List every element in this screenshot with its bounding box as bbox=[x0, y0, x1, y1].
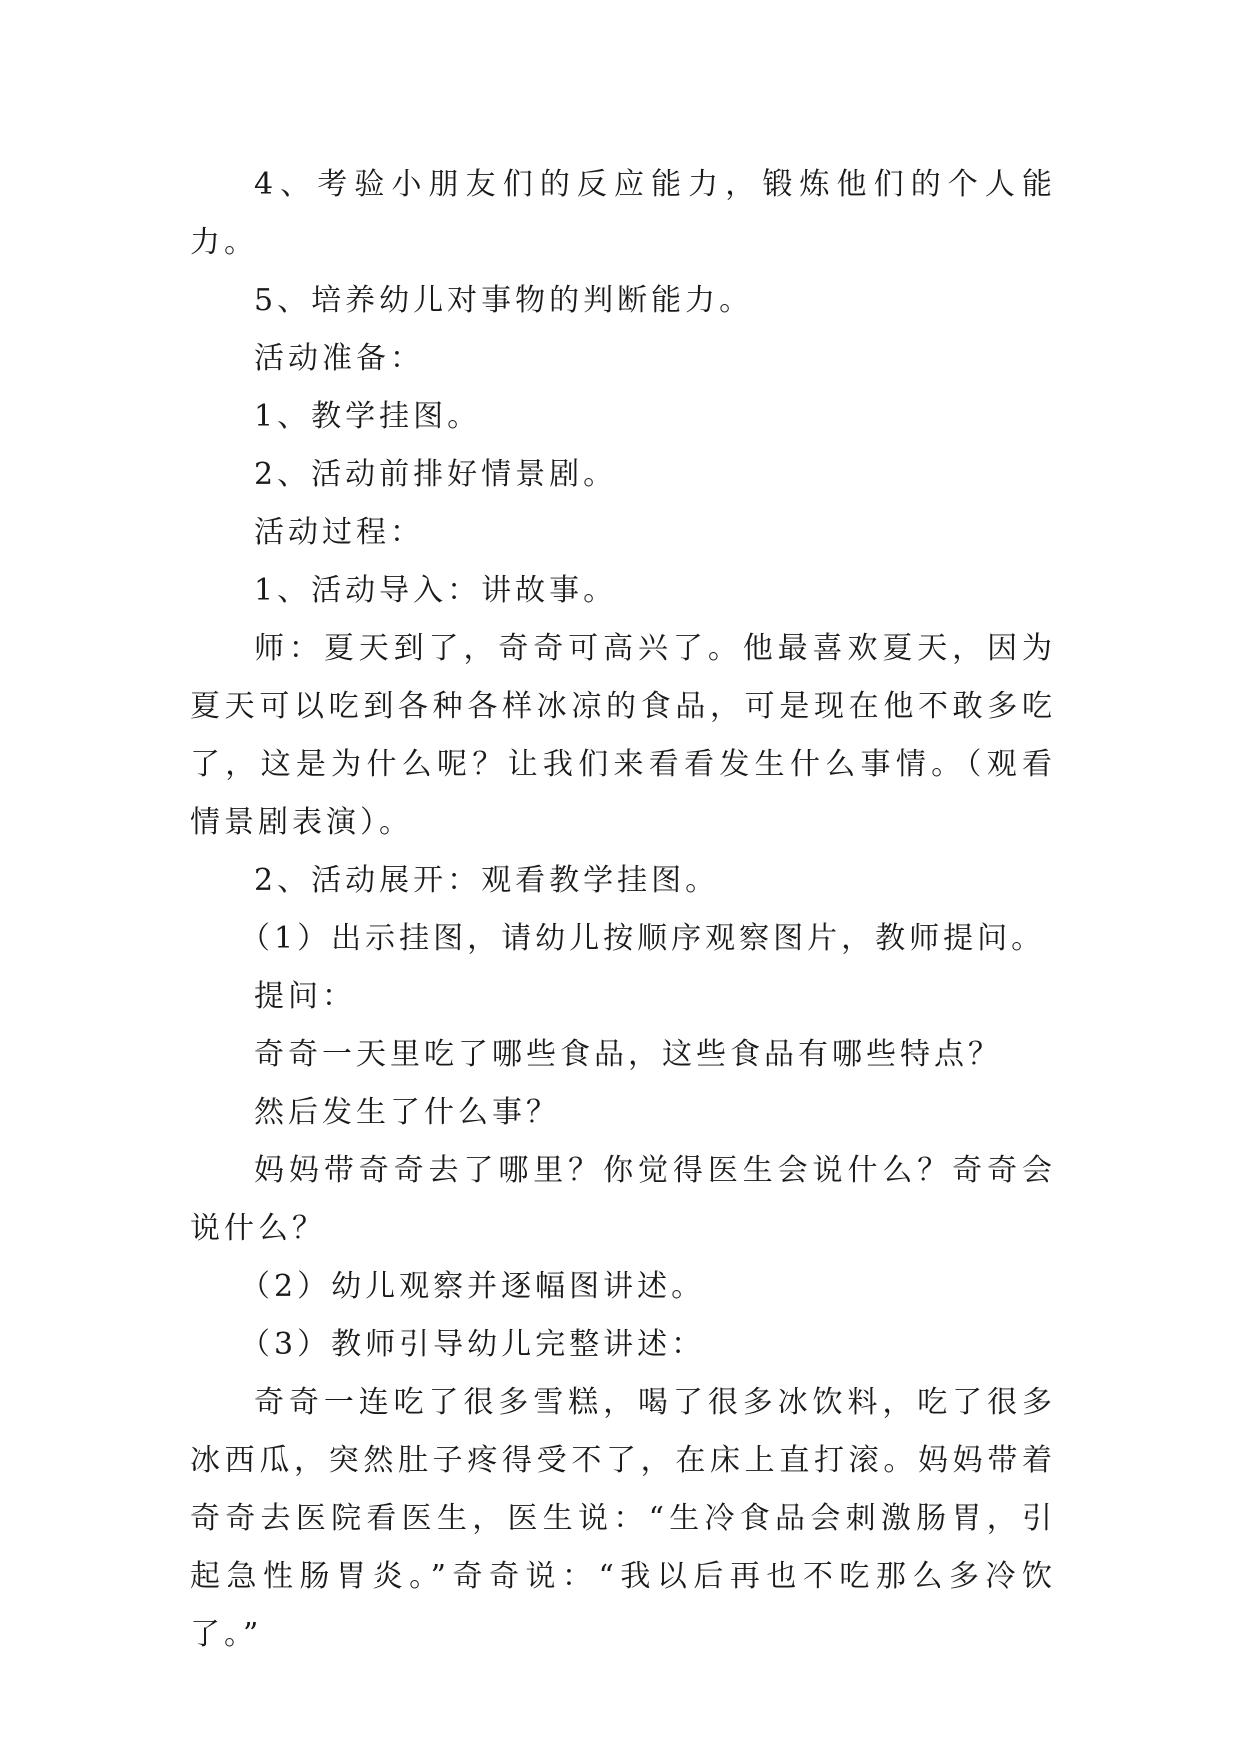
section-heading-preparation: 活动准备： bbox=[254, 341, 424, 376]
section-heading-process: 活动过程： bbox=[254, 515, 424, 550]
question-2: 然后发生了什么事？ bbox=[254, 1095, 560, 1130]
questions-heading: 提问： bbox=[254, 979, 356, 1014]
substep-1: （1）出示挂图，请幼儿按顺序观察图片，教师提问。 bbox=[240, 921, 1046, 956]
process-step-2: 2、活动展开：观看教学挂图。 bbox=[254, 863, 720, 898]
substep-2: （2）幼儿观察并逐幅图讲述。 bbox=[240, 1269, 706, 1304]
teacher-story-paragraph: 师：夏天到了，奇奇可高兴了。他最喜欢夏天，因为夏天可以吃到各种各样冰凉的食品，可是现在他不敢多吃了，这是为什么呢？让我们来看看发生什么事情。（观看情景剧表演）。 bbox=[190, 631, 1056, 840]
preparation-item-1: 1、教学挂图。 bbox=[254, 399, 482, 434]
process-step-1: 1、活动导入：讲故事。 bbox=[254, 573, 618, 608]
summary-story-paragraph: 奇奇一连吃了很多雪糕，喝了很多冰饮料，吃了很多冰西瓜，突然肚子疼得受不了，在床上直打滚。妈妈带着奇奇去医院看医生，医生说：“生冷食品会刺激肠胃，引起急性肠胃炎。”奇奇说：“我以后再也不吃那么多冷饮了。” bbox=[190, 1385, 1056, 1652]
objective-5: 5、培养幼儿对事物的判断能力。 bbox=[254, 283, 754, 318]
question-3: 妈妈带奇奇去了哪里？你觉得医生会说什么？奇奇会说什么？ bbox=[190, 1153, 1056, 1246]
objective-4: 4、考验小朋友们的反应能力，锻炼他们的个人能力。 bbox=[190, 167, 1056, 260]
question-1: 奇奇一天里吃了哪些食品，这些食品有哪些特点？ bbox=[254, 1037, 1002, 1072]
document-body bbox=[190, 156, 1056, 1664]
substep-3: （3）教师引导幼儿完整讲述： bbox=[240, 1327, 706, 1362]
preparation-item-2: 2、活动前排好情景剧。 bbox=[254, 457, 618, 492]
